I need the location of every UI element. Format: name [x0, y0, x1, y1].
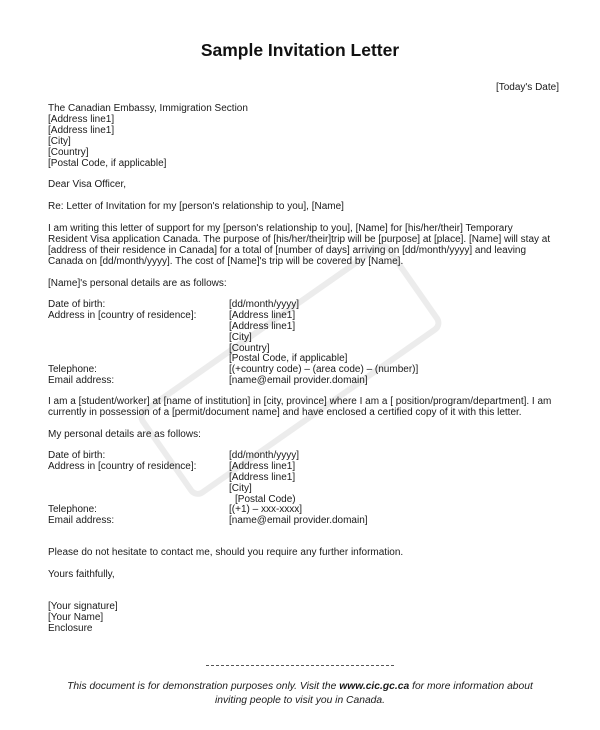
signature-line: [Your signature] [48, 601, 118, 612]
salutation: Dear Visa Officer, [48, 179, 126, 190]
re-line: Re: Letter of Invitation for my [person's relationship to you], [Name] [48, 201, 344, 212]
recipient-line: [City] [48, 135, 71, 147]
detail-value: [Address line1] [229, 309, 296, 321]
paragraph-line: I am writing this letter of support for my [person's relationship to you], [Name] for [his/her/their] Temporary [48, 223, 513, 234]
detail-value: [Address line1] [229, 471, 296, 483]
sign-off: Yours faithfully, [48, 569, 115, 580]
footer-line-1 [40, 680, 560, 694]
footer-link[interactable]: www.cic.gc.ca [339, 681, 410, 692]
detail-label: Email address: [48, 375, 115, 387]
detail-value: [City] [229, 331, 252, 343]
detail-value: [Address line1] [229, 320, 296, 332]
detail-value: [dd/month/yyyy] [229, 299, 300, 310]
detail-value: [(+country code) – (area code) – (number)] [229, 364, 419, 376]
paragraph-line: I am a [student/worker] at [name of institution] in [city, province] where I am a [ position/program/department]. I am [48, 396, 552, 407]
guest-details-intro: [Name]'s personal details are as follows: [48, 278, 227, 289]
footer-note [40, 680, 560, 708]
signature-line: Enclosure [48, 622, 93, 634]
intro-paragraph [48, 224, 556, 268]
detail-value: [(+1) – xxx-xxxx] [229, 504, 303, 516]
footer-text: for more information about [409, 681, 533, 692]
detail-value: [Postal Code) [235, 493, 296, 505]
detail-value: [Country] [229, 342, 270, 354]
detail-label: Date of birth: [48, 450, 106, 461]
recipient-line: The Canadian Embassy, Immigration Section [48, 103, 248, 114]
recipient-line: [Country] [48, 146, 89, 158]
detail-value: [Postal Code, if applicable] [229, 353, 348, 365]
paragraph-line: Resident Visa application Canada. The purpose of [his/her/their]trip will be [purpose] at [place]. [Name] will stay at [48, 233, 551, 245]
date-placeholder: [Today's Date] [495, 82, 559, 93]
detail-label: Address in [country of residence]: [48, 309, 197, 321]
paragraph-line: Canada on [dd/month/yyyy]. The cost of [Name]'s trip will be covered by [Name]. [48, 255, 404, 267]
recipient-line: [Postal Code, if applicable] [48, 157, 167, 169]
detail-value: [name@email provider.domain] [229, 515, 368, 527]
recipient-line: [Address line1] [48, 124, 115, 136]
signature-line: [Your Name] [48, 611, 104, 623]
footer-divider [206, 665, 394, 666]
paragraph-line: [address of their residence in Canada] for a total of [number of days] arriving on [dd/month/yyyy] and leaving [48, 244, 527, 256]
my-details-intro: My personal details are as follows: [48, 429, 201, 440]
recipient-line: [Address line1] [48, 113, 115, 125]
detail-label: Telephone: [48, 504, 97, 516]
footer-text: This document is for demonstration purposes only. Visit the [67, 681, 340, 692]
detail-label: Address in [country of residence]: [48, 460, 197, 472]
detail-label: Date of birth: [48, 299, 106, 310]
detail-value: [dd/month/yyyy] [229, 450, 300, 461]
paragraph-line: currently in possession of a [permit/document name] and have enclosed a certified copy of it with this letter. [48, 406, 522, 418]
recipient-address [48, 104, 248, 169]
detail-label: Telephone: [48, 364, 97, 376]
detail-label: Email address: [48, 515, 115, 527]
signature-block [48, 602, 118, 635]
detail-value: [name@email provider.domain] [229, 375, 368, 387]
detail-value: [Address line1] [229, 460, 296, 472]
closing-paragraph: Please do not hesitate to contact me, should you require any further information. [48, 547, 404, 558]
page-title: Sample Invitation Letter [200, 40, 400, 60]
footer-line-2: inviting people to visit you in Canada. [214, 695, 385, 706]
status-paragraph [48, 397, 556, 419]
detail-value: [City] [229, 482, 252, 494]
